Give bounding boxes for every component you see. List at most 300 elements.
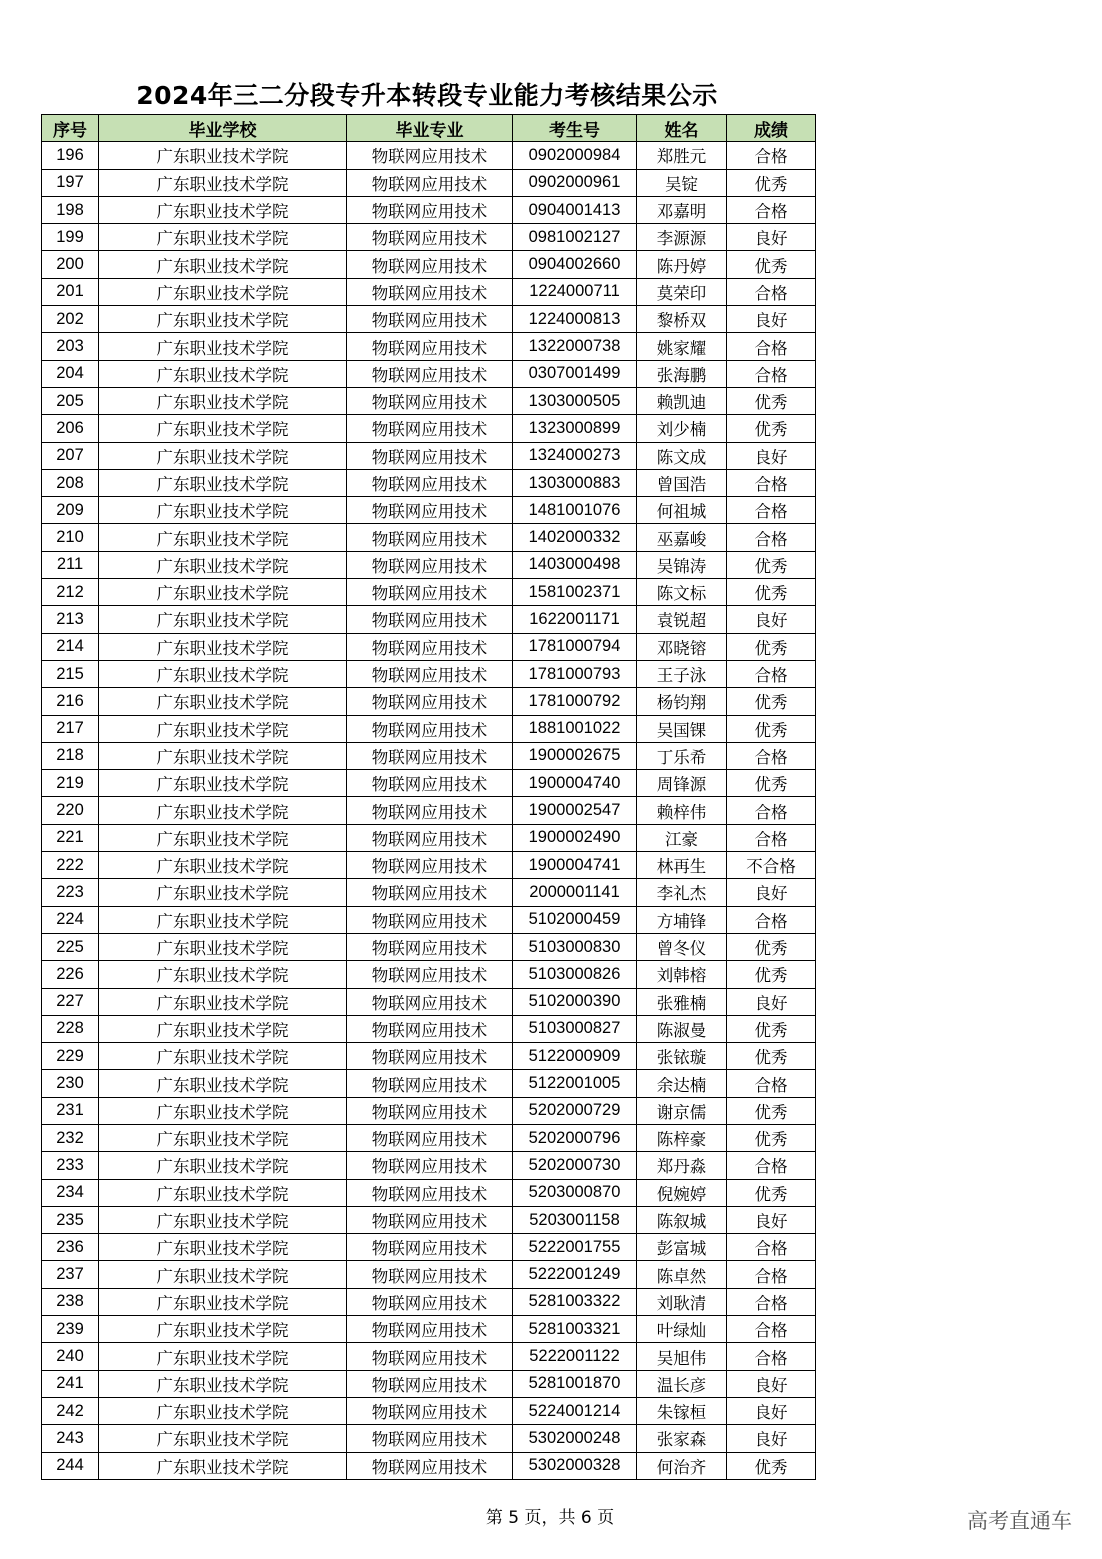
cell-exam-no: 1900004741 xyxy=(513,852,637,879)
cell-major: 物联网应用技术 xyxy=(347,933,513,960)
table-row xyxy=(42,688,816,715)
cell-seq: 232 xyxy=(42,1124,99,1151)
cell-seq: 243 xyxy=(42,1425,99,1452)
cell-exam-no: 1781000793 xyxy=(513,660,637,687)
cell-result: 优秀 xyxy=(727,251,816,278)
cell-major: 物联网应用技术 xyxy=(347,142,513,169)
cell-seq: 199 xyxy=(42,224,99,251)
cell-name: 方埔锋 xyxy=(637,906,727,933)
cell-school: 广东职业技术学院 xyxy=(99,1206,347,1233)
table-row xyxy=(42,387,816,414)
cell-result: 合格 xyxy=(727,142,816,169)
cell-major: 物联网应用技术 xyxy=(347,1124,513,1151)
cell-school: 广东职业技术学院 xyxy=(99,797,347,824)
cell-exam-no: 1323000899 xyxy=(513,415,637,442)
cell-school: 广东职业技术学院 xyxy=(99,306,347,333)
cell-seq: 220 xyxy=(42,797,99,824)
cell-result: 合格 xyxy=(727,797,816,824)
table-row xyxy=(42,715,816,742)
cell-exam-no: 1303000883 xyxy=(513,469,637,496)
cell-exam-no: 1303000505 xyxy=(513,387,637,414)
cell-school: 广东职业技术学院 xyxy=(99,852,347,879)
table-row xyxy=(42,1070,816,1097)
cell-name: 温长彦 xyxy=(637,1370,727,1397)
cell-result: 合格 xyxy=(727,1288,816,1315)
cell-school: 广东职业技术学院 xyxy=(99,1043,347,1070)
cell-result: 优秀 xyxy=(727,1452,816,1479)
cell-exam-no: 5281003321 xyxy=(513,1316,637,1343)
cell-major: 物联网应用技术 xyxy=(347,579,513,606)
watermark: 高考直通车 xyxy=(967,1509,1072,1533)
cell-result: 优秀 xyxy=(727,770,816,797)
cell-name: 陈文成 xyxy=(637,442,727,469)
page-title: 2024年三二分段专升本转段专业能力考核结果公示 xyxy=(136,81,718,110)
table-row xyxy=(42,1206,816,1233)
table-row xyxy=(42,224,816,251)
cell-major: 物联网应用技术 xyxy=(347,742,513,769)
table-row xyxy=(42,278,816,305)
cell-school: 广东职业技术学院 xyxy=(99,933,347,960)
table-row xyxy=(42,1015,816,1042)
cell-school: 广东职业技术学院 xyxy=(99,1343,347,1370)
cell-exam-no: 1881001022 xyxy=(513,715,637,742)
cell-result: 合格 xyxy=(727,524,816,551)
header-seq: 序号 xyxy=(42,115,99,142)
cell-result: 良好 xyxy=(727,879,816,906)
cell-major: 物联网应用技术 xyxy=(347,715,513,742)
cell-school: 广东职业技术学院 xyxy=(99,1261,347,1288)
cell-school: 广东职业技术学院 xyxy=(99,442,347,469)
cell-exam-no: 1224000813 xyxy=(513,306,637,333)
cell-name: 李源源 xyxy=(637,224,727,251)
table-row xyxy=(42,469,816,496)
cell-exam-no: 1781000794 xyxy=(513,633,637,660)
cell-seq: 224 xyxy=(42,906,99,933)
cell-name: 张雅楠 xyxy=(637,988,727,1015)
cell-name: 江豪 xyxy=(637,824,727,851)
cell-result: 良好 xyxy=(727,1370,816,1397)
cell-major: 物联网应用技术 xyxy=(347,1015,513,1042)
cell-seq: 211 xyxy=(42,551,99,578)
cell-school: 广东职业技术学院 xyxy=(99,715,347,742)
cell-major: 物联网应用技术 xyxy=(347,1343,513,1370)
cell-school: 广东职业技术学院 xyxy=(99,387,347,414)
cell-seq: 231 xyxy=(42,1097,99,1124)
cell-result: 合格 xyxy=(727,360,816,387)
table-row xyxy=(42,1288,816,1315)
table-row xyxy=(42,497,816,524)
cell-seq: 227 xyxy=(42,988,99,1015)
cell-school: 广东职业技术学院 xyxy=(99,333,347,360)
header-school: 毕业学校 xyxy=(99,115,347,142)
cell-seq: 204 xyxy=(42,360,99,387)
table-row xyxy=(42,415,816,442)
cell-exam-no: 1224000711 xyxy=(513,278,637,305)
table-row xyxy=(42,306,816,333)
cell-seq: 241 xyxy=(42,1370,99,1397)
cell-name: 巫嘉峻 xyxy=(637,524,727,551)
table-row xyxy=(42,933,816,960)
cell-seq: 205 xyxy=(42,387,99,414)
table-row xyxy=(42,961,816,988)
cell-major: 物联网应用技术 xyxy=(347,469,513,496)
cell-result: 不合格 xyxy=(727,852,816,879)
table-row xyxy=(42,142,816,169)
cell-major: 物联网应用技术 xyxy=(347,169,513,196)
cell-exam-no: 5103000827 xyxy=(513,1015,637,1042)
table-row xyxy=(42,660,816,687)
cell-seq: 212 xyxy=(42,579,99,606)
cell-name: 邓嘉明 xyxy=(637,196,727,223)
cell-school: 广东职业技术学院 xyxy=(99,906,347,933)
cell-seq: 226 xyxy=(42,961,99,988)
cell-result: 优秀 xyxy=(727,633,816,660)
cell-seq: 208 xyxy=(42,469,99,496)
cell-major: 物联网应用技术 xyxy=(347,1288,513,1315)
table-row xyxy=(42,1179,816,1206)
cell-name: 赖凯迪 xyxy=(637,387,727,414)
cell-name: 曾冬仪 xyxy=(637,933,727,960)
cell-seq: 240 xyxy=(42,1343,99,1370)
table-row xyxy=(42,1234,816,1261)
cell-exam-no: 1403000498 xyxy=(513,551,637,578)
cell-seq: 222 xyxy=(42,852,99,879)
table-row xyxy=(42,1261,816,1288)
cell-major: 物联网应用技术 xyxy=(347,1397,513,1424)
cell-name: 张家森 xyxy=(637,1425,727,1452)
cell-exam-no: 5224001214 xyxy=(513,1397,637,1424)
table-row xyxy=(42,551,816,578)
table-row xyxy=(42,1397,816,1424)
cell-name: 吴旭伟 xyxy=(637,1343,727,1370)
cell-school: 广东职业技术学院 xyxy=(99,633,347,660)
cell-exam-no: 1900004740 xyxy=(513,770,637,797)
cell-major: 物联网应用技术 xyxy=(347,333,513,360)
cell-major: 物联网应用技术 xyxy=(347,1452,513,1479)
cell-exam-no: 5202000730 xyxy=(513,1152,637,1179)
cell-school: 广东职业技术学院 xyxy=(99,742,347,769)
cell-major: 物联网应用技术 xyxy=(347,196,513,223)
cell-exam-no: 1322000738 xyxy=(513,333,637,360)
cell-seq: 234 xyxy=(42,1179,99,1206)
cell-result: 合格 xyxy=(727,196,816,223)
cell-name: 郑胜元 xyxy=(637,142,727,169)
cell-name: 彭富城 xyxy=(637,1234,727,1261)
cell-major: 物联网应用技术 xyxy=(347,442,513,469)
cell-seq: 225 xyxy=(42,933,99,960)
cell-result: 合格 xyxy=(727,742,816,769)
cell-result: 优秀 xyxy=(727,579,816,606)
cell-school: 广东职业技术学院 xyxy=(99,551,347,578)
cell-exam-no: 1622001171 xyxy=(513,606,637,633)
cell-name: 吴锦涛 xyxy=(637,551,727,578)
cell-school: 广东职业技术学院 xyxy=(99,961,347,988)
table-body xyxy=(42,142,816,1480)
cell-seq: 233 xyxy=(42,1152,99,1179)
cell-major: 物联网应用技术 xyxy=(347,1179,513,1206)
table-row xyxy=(42,606,816,633)
cell-exam-no: 5202000796 xyxy=(513,1124,637,1151)
cell-school: 广东职业技术学院 xyxy=(99,1397,347,1424)
cell-school: 广东职业技术学院 xyxy=(99,1234,347,1261)
cell-seq: 203 xyxy=(42,333,99,360)
cell-name: 朱镓桓 xyxy=(637,1397,727,1424)
cell-school: 广东职业技术学院 xyxy=(99,415,347,442)
cell-name: 陈梓豪 xyxy=(637,1124,727,1151)
cell-exam-no: 5222001755 xyxy=(513,1234,637,1261)
cell-seq: 228 xyxy=(42,1015,99,1042)
cell-school: 广东职业技术学院 xyxy=(99,1124,347,1151)
cell-exam-no: 1481001076 xyxy=(513,497,637,524)
table-row xyxy=(42,251,816,278)
cell-seq: 202 xyxy=(42,306,99,333)
header-result: 成绩 xyxy=(727,115,816,142)
cell-name: 袁锐超 xyxy=(637,606,727,633)
cell-school: 广东职业技术学院 xyxy=(99,688,347,715)
cell-school: 广东职业技术学院 xyxy=(99,988,347,1015)
cell-seq: 206 xyxy=(42,415,99,442)
cell-seq: 197 xyxy=(42,169,99,196)
table-row xyxy=(42,442,816,469)
cell-name: 叶绿灿 xyxy=(637,1316,727,1343)
cell-seq: 209 xyxy=(42,497,99,524)
cell-school: 广东职业技术学院 xyxy=(99,1316,347,1343)
table-row xyxy=(42,879,816,906)
table-row xyxy=(42,633,816,660)
cell-result: 优秀 xyxy=(727,1124,816,1151)
cell-major: 物联网应用技术 xyxy=(347,1043,513,1070)
cell-result: 合格 xyxy=(727,824,816,851)
cell-seq: 237 xyxy=(42,1261,99,1288)
cell-school: 广东职业技术学院 xyxy=(99,360,347,387)
cell-result: 优秀 xyxy=(727,961,816,988)
cell-school: 广东职业技术学院 xyxy=(99,278,347,305)
cell-seq: 215 xyxy=(42,660,99,687)
cell-school: 广东职业技术学院 xyxy=(99,251,347,278)
cell-major: 物联网应用技术 xyxy=(347,1152,513,1179)
cell-name: 赖梓伟 xyxy=(637,797,727,824)
cell-result: 良好 xyxy=(727,1206,816,1233)
cell-major: 物联网应用技术 xyxy=(347,797,513,824)
cell-name: 刘少楠 xyxy=(637,415,727,442)
cell-result: 优秀 xyxy=(727,387,816,414)
cell-result: 优秀 xyxy=(727,688,816,715)
cell-result: 良好 xyxy=(727,606,816,633)
cell-exam-no: 5102000459 xyxy=(513,906,637,933)
cell-seq: 213 xyxy=(42,606,99,633)
cell-seq: 244 xyxy=(42,1452,99,1479)
header-exam-no: 考生号 xyxy=(513,115,637,142)
cell-school: 广东职业技术学院 xyxy=(99,497,347,524)
table-row xyxy=(42,1124,816,1151)
cell-result: 良好 xyxy=(727,1425,816,1452)
cell-name: 倪婉婷 xyxy=(637,1179,727,1206)
cell-school: 广东职业技术学院 xyxy=(99,1070,347,1097)
results-table xyxy=(41,114,816,1480)
cell-school: 广东职业技术学院 xyxy=(99,196,347,223)
table-row xyxy=(42,1452,816,1479)
cell-seq: 236 xyxy=(42,1234,99,1261)
cell-seq: 229 xyxy=(42,1043,99,1070)
cell-school: 广东职业技术学院 xyxy=(99,142,347,169)
header-name: 姓名 xyxy=(637,115,727,142)
cell-seq: 196 xyxy=(42,142,99,169)
cell-major: 物联网应用技术 xyxy=(347,852,513,879)
cell-result: 合格 xyxy=(727,1316,816,1343)
cell-name: 陈文标 xyxy=(637,579,727,606)
cell-result: 合格 xyxy=(727,333,816,360)
cell-name: 杨钧翔 xyxy=(637,688,727,715)
cell-name: 姚家耀 xyxy=(637,333,727,360)
table-row xyxy=(42,1343,816,1370)
cell-exam-no: 5281001870 xyxy=(513,1370,637,1397)
cell-name: 张海鹏 xyxy=(637,360,727,387)
cell-major: 物联网应用技术 xyxy=(347,824,513,851)
cell-result: 良好 xyxy=(727,442,816,469)
cell-major: 物联网应用技术 xyxy=(347,306,513,333)
cell-result: 合格 xyxy=(727,1343,816,1370)
cell-name: 何祖城 xyxy=(637,497,727,524)
table-row xyxy=(42,169,816,196)
cell-name: 郑丹淼 xyxy=(637,1152,727,1179)
table-row xyxy=(42,742,816,769)
cell-school: 广东职业技术学院 xyxy=(99,824,347,851)
cell-school: 广东职业技术学院 xyxy=(99,770,347,797)
table-row xyxy=(42,1097,816,1124)
cell-exam-no: 1781000792 xyxy=(513,688,637,715)
cell-seq: 200 xyxy=(42,251,99,278)
cell-school: 广东职业技术学院 xyxy=(99,879,347,906)
cell-school: 广东职业技术学院 xyxy=(99,224,347,251)
cell-name: 何治齐 xyxy=(637,1452,727,1479)
cell-exam-no: 0307001499 xyxy=(513,360,637,387)
cell-major: 物联网应用技术 xyxy=(347,551,513,578)
cell-name: 谢京儒 xyxy=(637,1097,727,1124)
cell-major: 物联网应用技术 xyxy=(347,1261,513,1288)
cell-name: 吴锭 xyxy=(637,169,727,196)
cell-result: 优秀 xyxy=(727,169,816,196)
cell-seq: 198 xyxy=(42,196,99,223)
cell-major: 物联网应用技术 xyxy=(347,879,513,906)
cell-major: 物联网应用技术 xyxy=(347,278,513,305)
cell-result: 优秀 xyxy=(727,1015,816,1042)
cell-result: 优秀 xyxy=(727,1097,816,1124)
cell-seq: 210 xyxy=(42,524,99,551)
cell-name: 吴国锞 xyxy=(637,715,727,742)
cell-major: 物联网应用技术 xyxy=(347,633,513,660)
cell-result: 良好 xyxy=(727,1397,816,1424)
cell-major: 物联网应用技术 xyxy=(347,497,513,524)
cell-exam-no: 5102000390 xyxy=(513,988,637,1015)
cell-school: 广东职业技术学院 xyxy=(99,1425,347,1452)
cell-major: 物联网应用技术 xyxy=(347,360,513,387)
cell-major: 物联网应用技术 xyxy=(347,688,513,715)
cell-exam-no: 5222001122 xyxy=(513,1343,637,1370)
cell-result: 优秀 xyxy=(727,715,816,742)
cell-result: 合格 xyxy=(727,1152,816,1179)
cell-seq: 235 xyxy=(42,1206,99,1233)
cell-exam-no: 1900002547 xyxy=(513,797,637,824)
cell-major: 物联网应用技术 xyxy=(347,1234,513,1261)
cell-result: 合格 xyxy=(727,1234,816,1261)
cell-exam-no: 1402000332 xyxy=(513,524,637,551)
cell-result: 良好 xyxy=(727,988,816,1015)
cell-name: 莫荣印 xyxy=(637,278,727,305)
cell-name: 刘耿清 xyxy=(637,1288,727,1315)
cell-result: 合格 xyxy=(727,497,816,524)
cell-seq: 214 xyxy=(42,633,99,660)
table-row xyxy=(42,906,816,933)
cell-exam-no: 5202000729 xyxy=(513,1097,637,1124)
cell-exam-no: 0902000961 xyxy=(513,169,637,196)
cell-name: 陈丹婷 xyxy=(637,251,727,278)
table-row xyxy=(42,196,816,223)
table-row xyxy=(42,770,816,797)
cell-exam-no: 5122001005 xyxy=(513,1070,637,1097)
cell-school: 广东职业技术学院 xyxy=(99,469,347,496)
cell-major: 物联网应用技术 xyxy=(347,1206,513,1233)
page-footer: 第 5 页，共 6 页 xyxy=(485,1508,615,1528)
cell-exam-no: 2000001141 xyxy=(513,879,637,906)
cell-name: 陈卓然 xyxy=(637,1261,727,1288)
cell-result: 优秀 xyxy=(727,933,816,960)
cell-major: 物联网应用技术 xyxy=(347,415,513,442)
cell-result: 优秀 xyxy=(727,1043,816,1070)
cell-major: 物联网应用技术 xyxy=(347,988,513,1015)
cell-major: 物联网应用技术 xyxy=(347,961,513,988)
table-row xyxy=(42,1316,816,1343)
cell-result: 优秀 xyxy=(727,415,816,442)
cell-exam-no: 5203001158 xyxy=(513,1206,637,1233)
cell-exam-no: 0904001413 xyxy=(513,196,637,223)
cell-exam-no: 5302000248 xyxy=(513,1425,637,1452)
cell-name: 陈叙城 xyxy=(637,1206,727,1233)
cell-school: 广东职业技术学院 xyxy=(99,524,347,551)
cell-result: 合格 xyxy=(727,469,816,496)
cell-exam-no: 5222001249 xyxy=(513,1261,637,1288)
cell-result: 合格 xyxy=(727,660,816,687)
cell-major: 物联网应用技术 xyxy=(347,660,513,687)
cell-result: 良好 xyxy=(727,306,816,333)
cell-school: 广东职业技术学院 xyxy=(99,579,347,606)
table-row xyxy=(42,852,816,879)
cell-seq: 219 xyxy=(42,770,99,797)
header-major: 毕业专业 xyxy=(347,115,513,142)
cell-seq: 242 xyxy=(42,1397,99,1424)
cell-exam-no: 5122000909 xyxy=(513,1043,637,1070)
cell-name: 李礼杰 xyxy=(637,879,727,906)
cell-exam-no: 5302000328 xyxy=(513,1452,637,1479)
cell-school: 广东职业技术学院 xyxy=(99,1370,347,1397)
cell-school: 广东职业技术学院 xyxy=(99,660,347,687)
cell-exam-no: 5203000870 xyxy=(513,1179,637,1206)
cell-name: 余达楠 xyxy=(637,1070,727,1097)
cell-seq: 216 xyxy=(42,688,99,715)
cell-exam-no: 0904002660 xyxy=(513,251,637,278)
cell-exam-no: 1324000273 xyxy=(513,442,637,469)
table-row xyxy=(42,1425,816,1452)
cell-school: 广东职业技术学院 xyxy=(99,1097,347,1124)
cell-seq: 207 xyxy=(42,442,99,469)
cell-name: 黎桥双 xyxy=(637,306,727,333)
cell-exam-no: 1900002490 xyxy=(513,824,637,851)
cell-exam-no: 1581002371 xyxy=(513,579,637,606)
cell-name: 刘韩榕 xyxy=(637,961,727,988)
cell-major: 物联网应用技术 xyxy=(347,1316,513,1343)
cell-seq: 201 xyxy=(42,278,99,305)
cell-exam-no: 5103000830 xyxy=(513,933,637,960)
cell-name: 曾国浩 xyxy=(637,469,727,496)
